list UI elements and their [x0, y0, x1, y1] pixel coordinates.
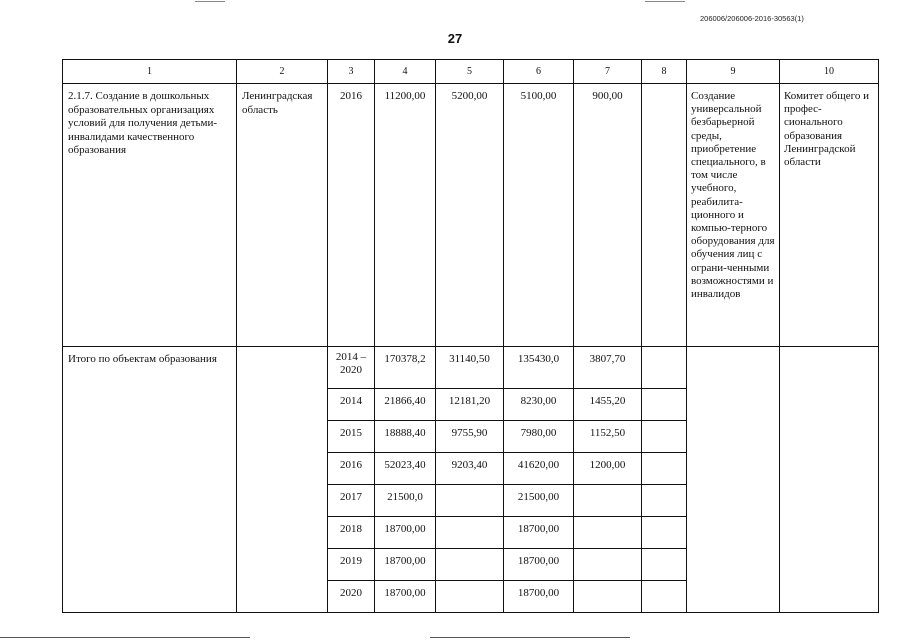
value-cell: 21500,00 — [504, 485, 574, 517]
empty-cell — [642, 453, 687, 485]
year-cell: 2016 — [328, 84, 375, 347]
value-cell: 1455,20 — [574, 389, 642, 421]
value-cell: 8230,00 — [504, 389, 574, 421]
value-cell: 12181,20 — [436, 389, 504, 421]
value-cell — [574, 581, 642, 613]
column-number-row — [63, 60, 879, 84]
value-cell: 31140,50 — [436, 347, 504, 389]
header-cell: 8 — [642, 60, 687, 84]
year-cell: 2015 — [328, 421, 375, 453]
value-cell: 52023,40 — [375, 453, 436, 485]
value-cell: 9203,40 — [436, 453, 504, 485]
item-name-cell: 2.1.7. Создание в дошкольных образовательных организациях условий для получения детьми-инвалидами качественного образования — [63, 84, 237, 347]
value-cell: 5100,00 — [504, 84, 574, 347]
scan-artifact-bottom — [430, 637, 630, 638]
value-cell: 7980,00 — [504, 421, 574, 453]
value-cell: 18700,00 — [375, 517, 436, 549]
value-cell: 18700,00 — [504, 549, 574, 581]
value-cell: 18888,40 — [375, 421, 436, 453]
value-cell: 18700,00 — [504, 581, 574, 613]
header-cell: 6 — [504, 60, 574, 84]
value-cell — [436, 581, 504, 613]
empty-cell — [780, 347, 879, 613]
table-row — [63, 84, 879, 347]
value-cell — [574, 485, 642, 517]
data-table — [62, 59, 879, 613]
scan-artifact-top — [645, 1, 685, 2]
executor-cell: Комитет общего и профес-сионального образования Ленинградской области — [780, 84, 879, 347]
total-row — [63, 347, 879, 389]
empty-cell — [642, 485, 687, 517]
year-cell: 2017 — [328, 485, 375, 517]
value-cell: 1152,50 — [574, 421, 642, 453]
value-cell — [574, 517, 642, 549]
value-cell: 9755,90 — [436, 421, 504, 453]
header-cell: 4 — [375, 60, 436, 84]
year-cell: 2014 — [328, 389, 375, 421]
value-cell: 18700,00 — [504, 517, 574, 549]
empty-cell — [642, 517, 687, 549]
page-number: 27 — [447, 31, 463, 46]
value-cell: 18700,00 — [375, 581, 436, 613]
empty-cell — [642, 347, 687, 389]
value-cell: 3807,70 — [574, 347, 642, 389]
empty-cell — [642, 549, 687, 581]
year-cell: 2016 — [328, 453, 375, 485]
value-cell: 41620,00 — [504, 453, 574, 485]
empty-cell — [642, 389, 687, 421]
value-cell: 900,00 — [574, 84, 642, 347]
year-cell: 2018 — [328, 517, 375, 549]
total-label-cell: Итого по объектам образования — [63, 347, 237, 613]
value-cell: 135430,0 — [504, 347, 574, 389]
value-cell: 170378,2 — [375, 347, 436, 389]
header-cell: 9 — [687, 60, 780, 84]
value-cell — [436, 549, 504, 581]
value-cell: 1200,00 — [574, 453, 642, 485]
header-cell: 10 — [780, 60, 879, 84]
header-cell: 2 — [237, 60, 328, 84]
year-cell: 2020 — [328, 581, 375, 613]
value-cell — [436, 517, 504, 549]
document-code: 206006/206006-2016-30563(1) — [700, 14, 804, 23]
purpose-cell: Создание универсальной безбарьерной среды, приобретение специального, в том числе учебного, реабилита-ционного и компью-терного оборудования для обучения лиц с ограни-ченными возможностями и инвалидов — [687, 84, 780, 347]
empty-cell — [642, 421, 687, 453]
value-cell: 11200,00 — [375, 84, 436, 347]
value-cell: 21500,0 — [375, 485, 436, 517]
header-cell: 3 — [328, 60, 375, 84]
scan-artifact-top — [195, 1, 225, 2]
value-cell: 21866,40 — [375, 389, 436, 421]
header-cell: 1 — [63, 60, 237, 84]
year-cell: 2014 – 2020 — [328, 347, 375, 389]
empty-cell — [237, 347, 328, 613]
region-cell: Ленинградская область — [237, 84, 328, 347]
header-cell: 7 — [574, 60, 642, 84]
value-cell — [642, 84, 687, 347]
value-cell: 18700,00 — [375, 549, 436, 581]
value-cell — [574, 549, 642, 581]
year-cell: 2019 — [328, 549, 375, 581]
scan-artifact-bottom — [0, 637, 250, 638]
empty-cell — [642, 581, 687, 613]
empty-cell — [687, 347, 780, 613]
header-cell: 5 — [436, 60, 504, 84]
value-cell — [436, 485, 504, 517]
value-cell: 5200,00 — [436, 84, 504, 347]
